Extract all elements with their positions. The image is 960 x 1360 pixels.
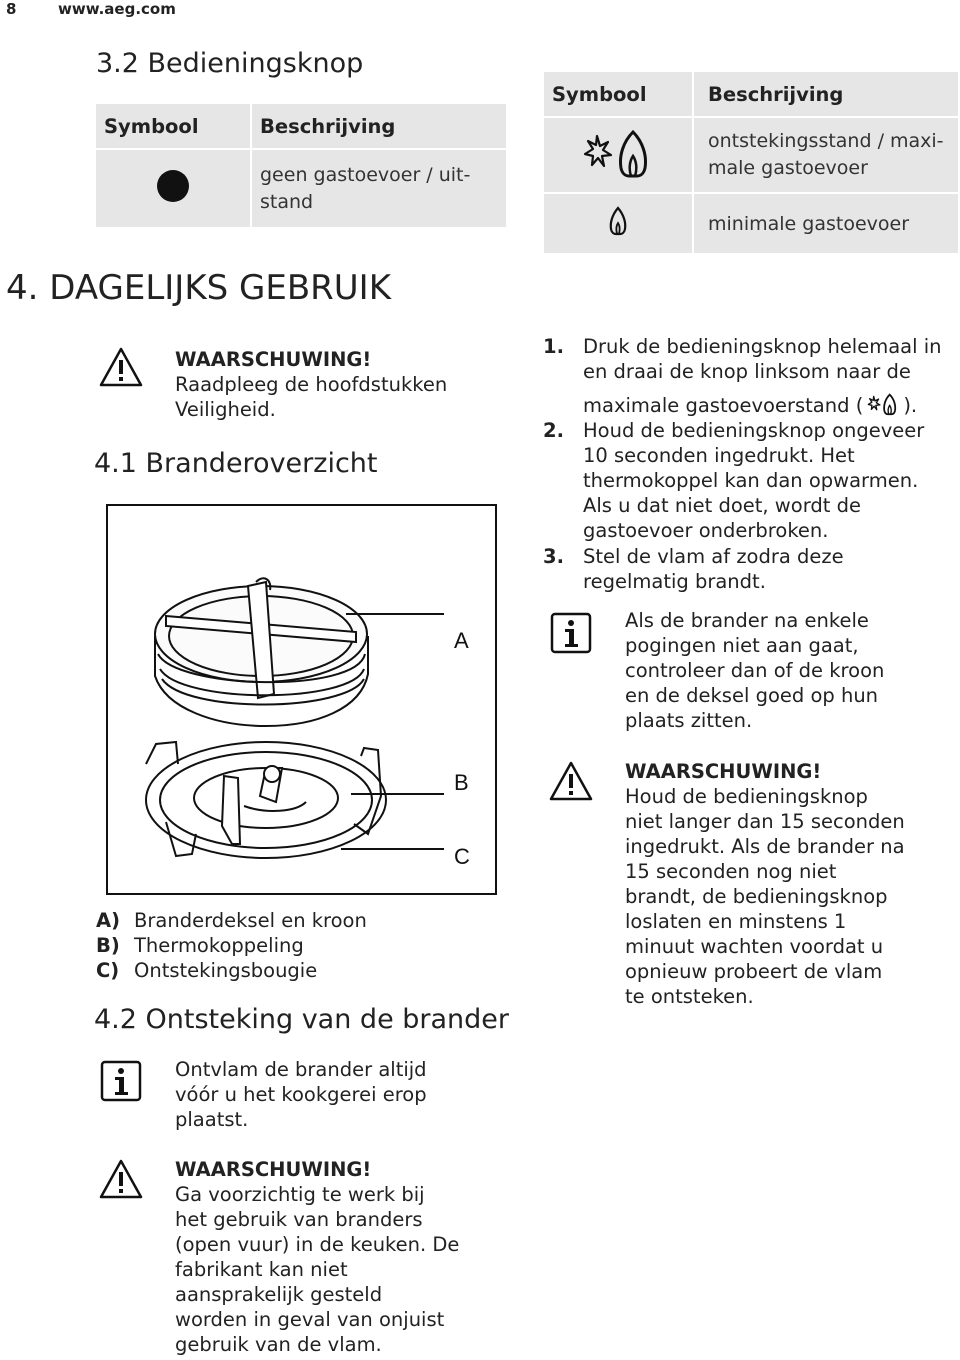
- desc-line: male gastoevoer: [708, 157, 868, 179]
- site-url: www.aeg.com: [58, 0, 176, 18]
- desc-line: ontstekingsstand / maxi-: [708, 130, 944, 152]
- section-3-2-title: 3.2 Bedieningsknop: [96, 48, 364, 79]
- step-2: Houd de bedieningsknop ongeveer 10 seconden ingedrukt. Het thermokoppel kan dan opwarmen. Als u dat niet doet, wordt de gastoevoer onderbroken.: [583, 419, 925, 542]
- description-cell: [251, 149, 506, 227]
- step-number: 2.: [543, 419, 564, 442]
- small-flame-icon: [606, 206, 630, 236]
- page-number: 8: [6, 0, 17, 18]
- symbol-cell: [96, 149, 251, 227]
- step-number: 3.: [543, 545, 564, 568]
- step-3: Stel de vlam af zodra deze regelmatig brandt.: [583, 545, 844, 593]
- symbol-table-left: [96, 104, 506, 227]
- warning-heading: WAARSCHUWING!: [175, 348, 372, 371]
- step-number: 1.: [543, 335, 564, 358]
- spark-and-large-flame-icon: [583, 126, 653, 180]
- burner-diagram: [106, 504, 498, 896]
- warning-2: WAARSCHUWING! Ga voorzichtig te werk bij het gebruik van branders (open vuur) in de keuken. De fabrikant kan niet aansprakelijk gesteld worden in geval van onjuist gebruik van de vlam.: [175, 1158, 460, 1356]
- col-symbol-header: Symbool: [96, 104, 251, 149]
- symbol-table-right: [544, 72, 958, 253]
- desc-line: geen gastoevoer / uit-: [260, 163, 471, 186]
- col-description-header: Beschrijving: [693, 72, 958, 117]
- desc-line: stand: [260, 190, 314, 213]
- warning-icon: [98, 346, 144, 388]
- warning-3: WAARSCHUWING! Houd de bedieningsknop niet langer dan 15 seconden ingedrukt. Als de brander na 15 seconden nog niet brandt, de bedieningsknop loslaten en minstens 1 minuut wachten voordat u opnieuw probeert de vlam te ontsteken.: [625, 760, 905, 1008]
- col-symbol-header: Symbool: [544, 72, 693, 117]
- info-note-2: Als de brander na enkele pogingen niet aan gaat, controleer dan of de kroon en de deksel goed op hun plaats zitten.: [625, 609, 885, 732]
- info-icon: [550, 612, 592, 654]
- description-cell: minimale gastoevoer: [693, 193, 958, 253]
- warning-text: Veiligheid.: [175, 398, 276, 421]
- warning-icon: [548, 760, 594, 802]
- label-c: C: [454, 844, 470, 869]
- info-note-1: Ontvlam de brander altijd vóór u het kookgerei erop plaatst.: [175, 1058, 427, 1131]
- legend-item: B) Thermokoppeling: [96, 934, 304, 957]
- col-description-header: Beschrijving: [251, 104, 506, 149]
- section-4-1-title: 4.1 Branderoverzicht: [94, 448, 378, 479]
- step-1: Druk de bedieningsknop helemaal in en draai de knop linksom naar de maximale gastoevoerstand ( ).: [583, 335, 942, 417]
- description-cell: [693, 117, 958, 193]
- section-4-2-title: 4.2 Ontsteking van de brander: [94, 1004, 510, 1035]
- label-b: B: [454, 770, 469, 795]
- steps-list: [543, 334, 953, 594]
- diagram-legend: [96, 908, 367, 983]
- symbol-cell: [544, 117, 693, 193]
- filled-circle-icon: [156, 169, 190, 203]
- warning-1: [175, 347, 447, 422]
- warning-icon: [98, 1158, 144, 1200]
- info-icon: [100, 1060, 142, 1102]
- label-a: A: [454, 628, 469, 653]
- legend-item: A) Branderdeksel en kroon: [96, 909, 367, 932]
- legend-item: C) Ontstekingsbougie: [96, 959, 318, 982]
- section-4-title: 4. DAGELIJKS GEBRUIK: [6, 268, 391, 308]
- warning-text: Raadpleeg de hoofdstukken: [175, 373, 448, 396]
- symbol-cell: [544, 193, 693, 253]
- spark-and-large-flame-icon: [863, 392, 903, 416]
